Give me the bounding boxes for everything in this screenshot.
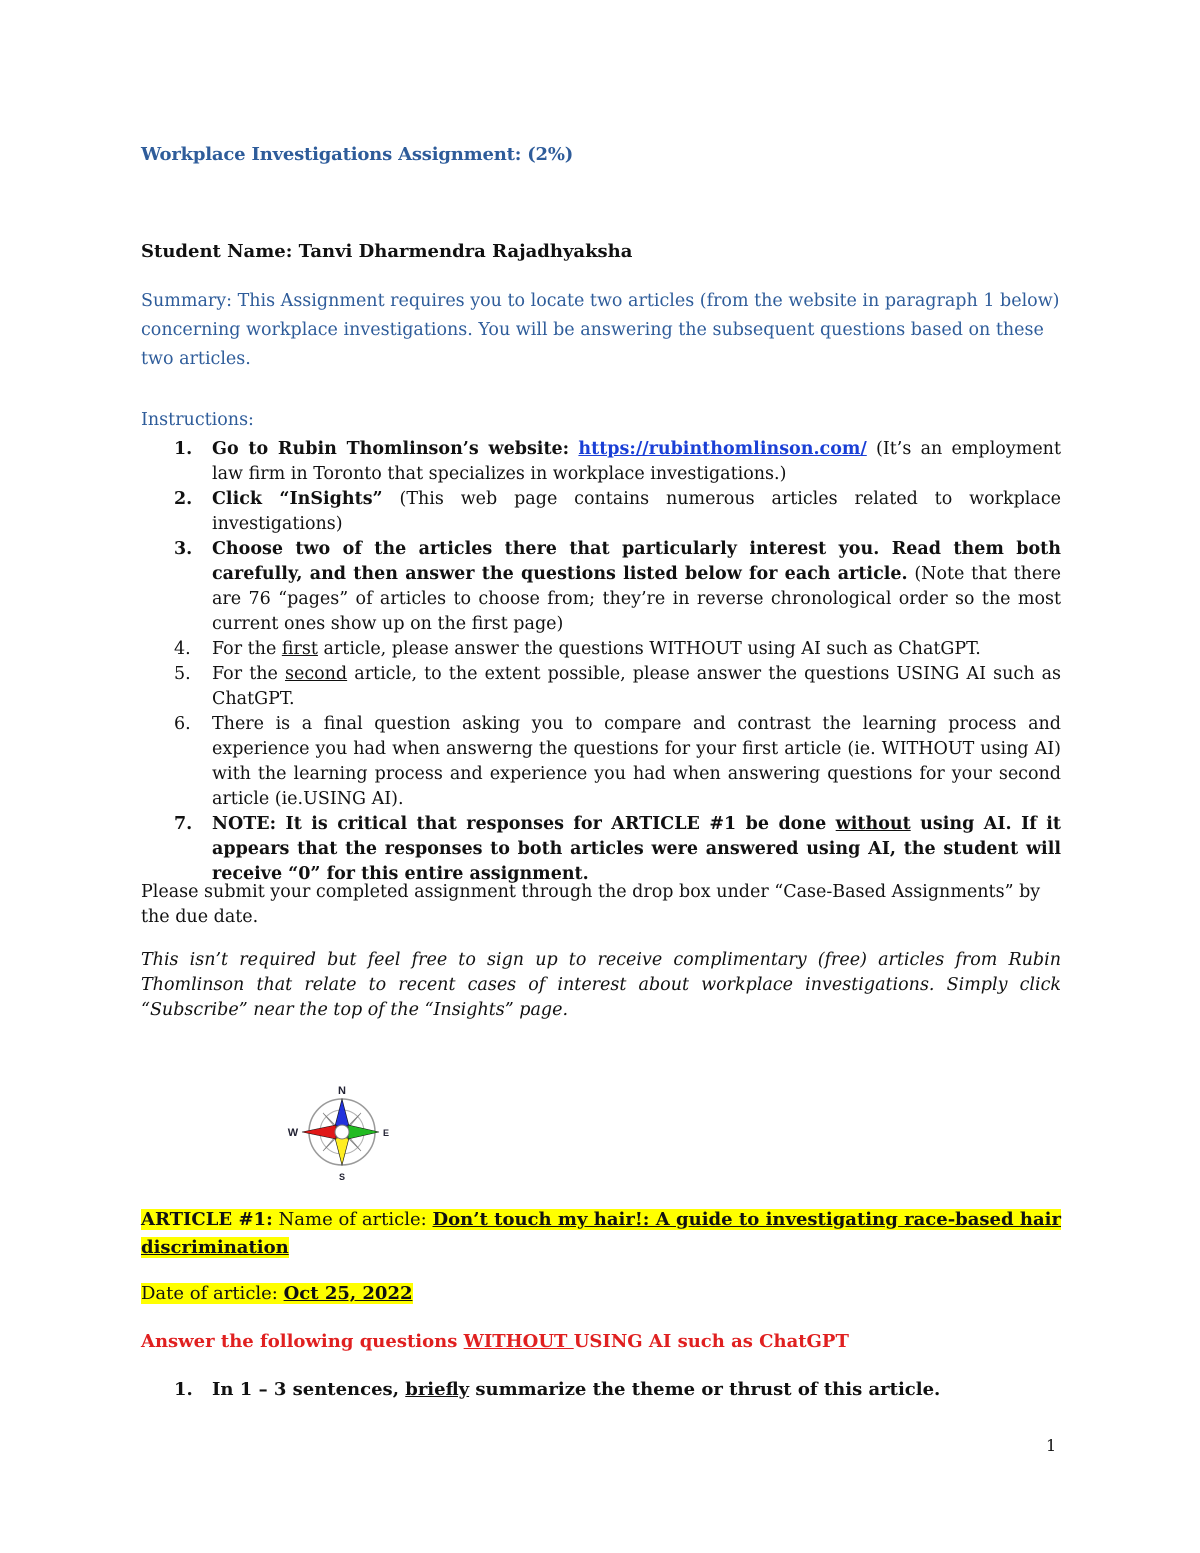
question-underlined-text: briefly bbox=[405, 1379, 470, 1400]
rubin-thomlinson-link[interactable]: https://rubinthomlinson.com/ bbox=[578, 439, 867, 459]
student-name-value: Tanvi Dharmendra Rajadhyaksha bbox=[298, 241, 633, 262]
compass-n-label: N bbox=[338, 1085, 346, 1097]
item-bold-text: Go to Rubin Thomlinson’s website: bbox=[212, 439, 570, 459]
optional-subscribe-note: This isn’t required but feel free to sign up to receive complimentary (free) articles from Rubin Thomlinson that relate to recent cases of interest about workplace investigations. Simply click “Subscribe” near the top of the “Insights” page. bbox=[141, 950, 1061, 1020]
instruction-item bbox=[141, 712, 1061, 812]
instruction-item bbox=[141, 537, 1061, 637]
heading-text: Answer the following questions bbox=[141, 1331, 464, 1352]
item-text: (It’s an employment law firm in Toronto that specializes in workplace investigations.) bbox=[212, 439, 1061, 484]
question-text-part: In 1 – 3 sentences, bbox=[212, 1379, 406, 1400]
compass-s-label: S bbox=[338, 1172, 346, 1182]
item-number: 3. bbox=[174, 539, 193, 559]
instruction-item bbox=[141, 812, 1061, 887]
question-text-part: summarize the theme or thrust of this article. bbox=[469, 1379, 941, 1400]
article-1-date: Oct 25, 2022 bbox=[283, 1283, 413, 1304]
student-name-line bbox=[141, 241, 632, 262]
item-number: 4. bbox=[174, 639, 191, 659]
instruction-item bbox=[141, 662, 1061, 712]
article-1-name-line bbox=[141, 1206, 1061, 1262]
article-date-label: Date of article: bbox=[141, 1283, 284, 1304]
compass-north-point bbox=[335, 1099, 349, 1126]
instruction-item bbox=[141, 487, 1061, 537]
item-text: There is a final question asking you to compare and contrast the learning process and experience you had when answerng the questions for your first article (ie. WITHOUT using AI) with the learning process and experience you had when answering questions for your second article (ie.USING AI). bbox=[212, 714, 1061, 809]
item-text: article, please answer the questions WITHOUT using AI such as ChatGPT. bbox=[317, 639, 981, 659]
item-underlined-text: without bbox=[835, 814, 911, 834]
instructions-list bbox=[141, 437, 1061, 887]
heading-text: USING AI such as ChatGPT bbox=[573, 1331, 849, 1352]
compass-e-label: E bbox=[382, 1128, 390, 1138]
page-number: 1 bbox=[1046, 1436, 1057, 1455]
item-underlined-text: second bbox=[284, 664, 348, 684]
article-1-label: ARTICLE #1: bbox=[141, 1209, 273, 1230]
compass-south-point bbox=[335, 1138, 349, 1165]
item-bold-text: Click “InSights” bbox=[212, 489, 383, 509]
instruction-item bbox=[141, 637, 1061, 662]
compass-center bbox=[335, 1125, 349, 1139]
article-name-label: Name of article: bbox=[272, 1209, 433, 1230]
item-number: 2. bbox=[174, 489, 193, 509]
item-number: 6. bbox=[174, 714, 191, 734]
item-text: (This web page contains numerous articles related to workplace investigations) bbox=[212, 489, 1061, 534]
item-number: 7. bbox=[174, 814, 193, 834]
question-number: 1. bbox=[174, 1379, 193, 1400]
item-text: For the bbox=[212, 639, 282, 659]
item-number: 5. bbox=[174, 664, 191, 684]
compass-rose-image bbox=[283, 1082, 398, 1184]
item-bold-text: using AI. If it appears that the responses to both articles were answered using AI, the student will receive “0” for this entire assignment. bbox=[212, 814, 1061, 884]
article-1-title: Don’t touch my hair!: A guide to investigating race-based hair discrimination bbox=[141, 1209, 1061, 1258]
item-bold-text: Choose two of the articles there that particularly interest you. Read them both carefully, and then answer the questions listed below for each article. bbox=[212, 539, 1061, 584]
item-text: For the bbox=[212, 664, 285, 684]
instruction-item bbox=[141, 437, 1061, 487]
item-number: 1. bbox=[174, 439, 193, 459]
compass-w-label: W bbox=[287, 1127, 299, 1139]
questions-heading bbox=[141, 1331, 849, 1352]
item-text: article, to the extent possible, please answer the questions USING AI such as ChatGPT. bbox=[212, 664, 1061, 709]
compass-west-point bbox=[302, 1125, 336, 1139]
student-name-label: Student Name: bbox=[141, 241, 293, 262]
summary-paragraph: Summary: This Assignment requires you to locate two articles (from the website in paragraph 1 below) concerning workplace investigations. You will be answering the subsequent questions based on these two articles. bbox=[141, 291, 1060, 369]
article-1-date-line bbox=[141, 1283, 413, 1304]
item-text: (Note that there are 76 “pages” of articles to choose from; they’re in reverse chronological order so the most current ones show up on the first page) bbox=[212, 564, 1061, 634]
heading-underlined-text: WITHOUT bbox=[463, 1331, 574, 1352]
question-1 bbox=[174, 1379, 941, 1400]
instructions-label: Instructions: bbox=[141, 410, 254, 430]
question-text bbox=[212, 1379, 940, 1400]
assignment-title: Workplace Investigations Assignment: (2%) bbox=[141, 144, 574, 165]
submit-instructions: Please submit your completed assignment through the drop box under “Case-Based Assignments” by the due date. bbox=[141, 882, 1041, 927]
item-underlined-text: first bbox=[281, 639, 318, 659]
item-bold-text: NOTE: It is critical that responses for ARTICLE #1 be done bbox=[212, 814, 836, 834]
